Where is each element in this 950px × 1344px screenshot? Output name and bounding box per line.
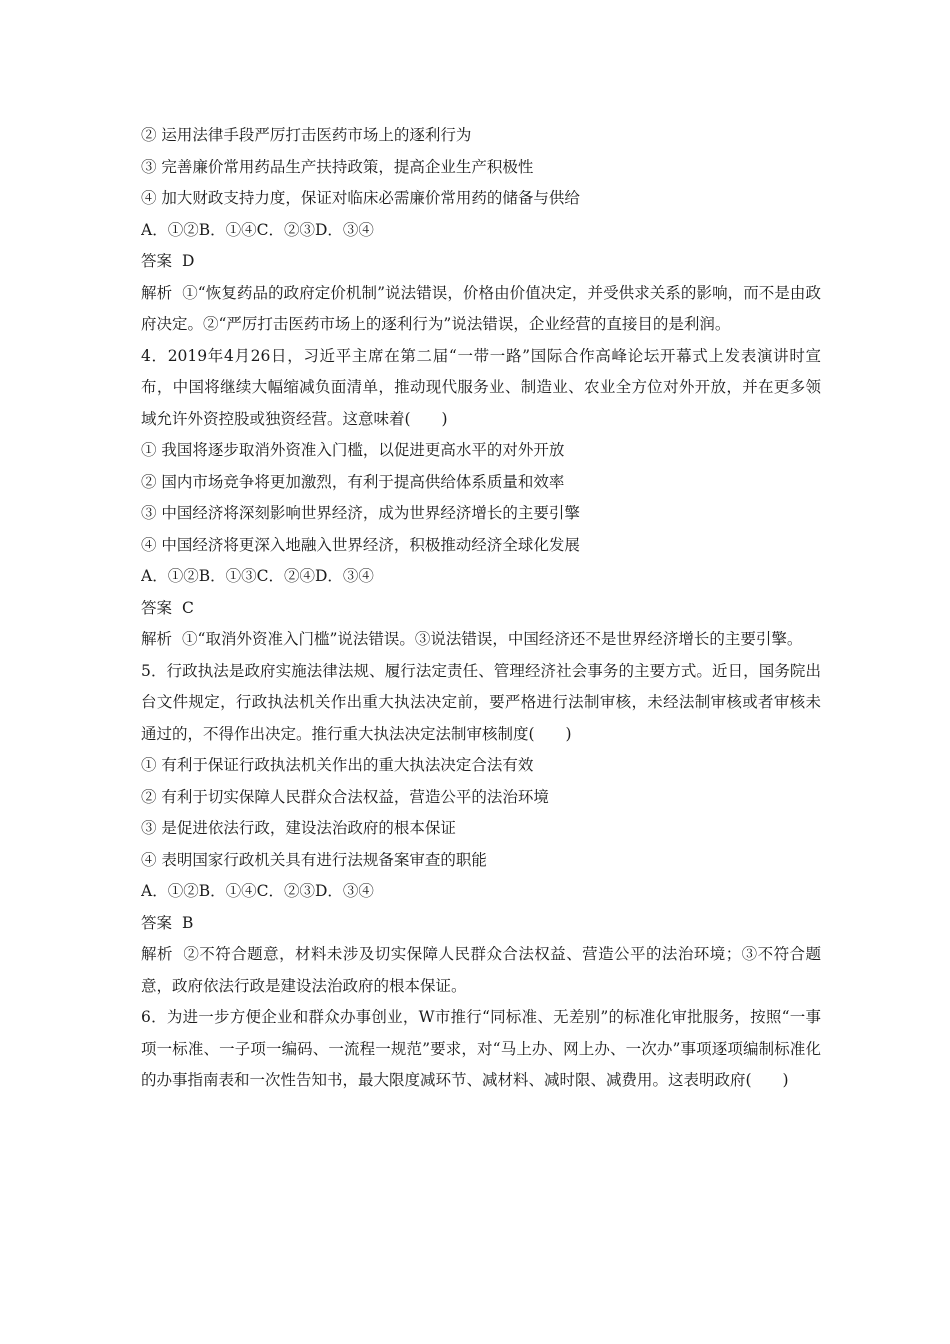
q5-option-4: ④ 表明国家行政机关具有进行法规备案审查的职能 — [141, 850, 487, 869]
q5-answer — [141, 908, 821, 940]
q4-answer — [141, 593, 821, 625]
q3-option-3: ③ 完善廉价常用药品生产扶持政策，提高企业生产积极性 — [141, 157, 534, 176]
q4-option-4: ④ 中国经济将更深入地融入世界经济，积极推动经济全球化发展 — [141, 535, 580, 554]
q5-option-1: ① 有利于保证行政执法机关作出的重大执法决定合法有效 — [141, 756, 534, 774]
q5-analysis — [141, 939, 821, 1002]
answer-label: 答案 — [141, 598, 173, 617]
analysis-text: ②不符合题意，材料未涉及切实保障人民群众合法权益、营造公平的法治环境；③不符合题意，政府依法行政是建设法治政府的根本保证。 — [141, 945, 821, 995]
q3-analysis — [141, 278, 821, 341]
q3-option-2: ② 运用法律手段严厉打击医药市场上的逐利行为 — [141, 126, 472, 144]
answer-value: C — [182, 598, 194, 617]
q5-option-2: ② 有利于切实保障人民群众合法权益，营造公平的法治环境 — [141, 787, 549, 806]
q5-stem: 5．行政执法是政府实施法律法规、履行法定责任、管理经济社会事务的主要方式。近日，国务院出台文件规定，行政执法机关作出重大执法决定前，要严格进行法制审核，未经法制审核或者审核未通过的，不得作出决定。推行重大执法决定法制审核制度( ) — [141, 661, 821, 743]
analysis-text: ①“恢复药品的政府定价机制”说法错误，价格由价值决定，并受供求关系的影响，而不是由政府决定。②“严厉打击医药市场上的逐利行为”说法错误，企业经营的直接目的是利润。 — [141, 283, 821, 333]
analysis-label: 解析 — [141, 630, 173, 648]
q4-option-2: ② 国内市场竞争将更加激烈，有利于提高供给体系质量和效率 — [141, 472, 565, 491]
q3-answer — [141, 246, 821, 278]
analysis-text: ①“取消外资准入门槛”说法错误。③说法错误，中国经济还不是世界经济增长的主要引擎。 — [182, 630, 803, 648]
q4-analysis — [141, 624, 821, 656]
q3-choices: A．①②B．①④C．②③D．③④ — [141, 220, 374, 239]
q5-option-3: ③ 是促进依法行政，建设法治政府的根本保证 — [141, 819, 456, 837]
q6-stem: 6．为进一步方便企业和群众办事创业，W市推行“同标准、无差别”的标准化审批服务，按照“一事项一标准、一子项一编码、一流程一规范”要求，对“马上办、网上办、一次办”事项逐项编制标准化的办事指南表和一次性告知书，最大限度减环节、减材料、减时限、减费用。这表明政府( ) — [141, 1008, 821, 1089]
q4-stem: 4．2019年4月26日，习近平主席在第二届“一带一路”国际合作高峰论坛开幕式上发表演讲时宣布，中国将继续大幅缩减负面清单，推动现代服务业、制造业、农业全方位对外开放，并在更多领域允许外资控股或独资经营。这意味着( ) — [141, 346, 821, 428]
answer-label: 答案 — [141, 252, 173, 270]
q4-option-3: ③ 中国经济将深刻影响世界经济，成为世界经济增长的主要引擎 — [141, 504, 580, 522]
answer-label: 答案 — [141, 913, 173, 932]
analysis-label: 解析 — [141, 283, 173, 302]
q4-choices: A．①②B．①③C．②④D．③④ — [141, 567, 374, 585]
document-body — [141, 120, 821, 1097]
q5-choices: A．①②B．①④C．②③D．③④ — [141, 882, 374, 900]
answer-value: D — [182, 252, 195, 270]
analysis-label: 解析 — [141, 945, 173, 963]
q3-option-4: ④ 加大财政支持力度，保证对临床必需廉价常用药的储备与供给 — [141, 189, 580, 207]
q4-option-1: ① 我国将逐步取消外资准入门槛，以促进更高水平的对外开放 — [141, 441, 565, 459]
answer-value: B — [182, 913, 194, 932]
